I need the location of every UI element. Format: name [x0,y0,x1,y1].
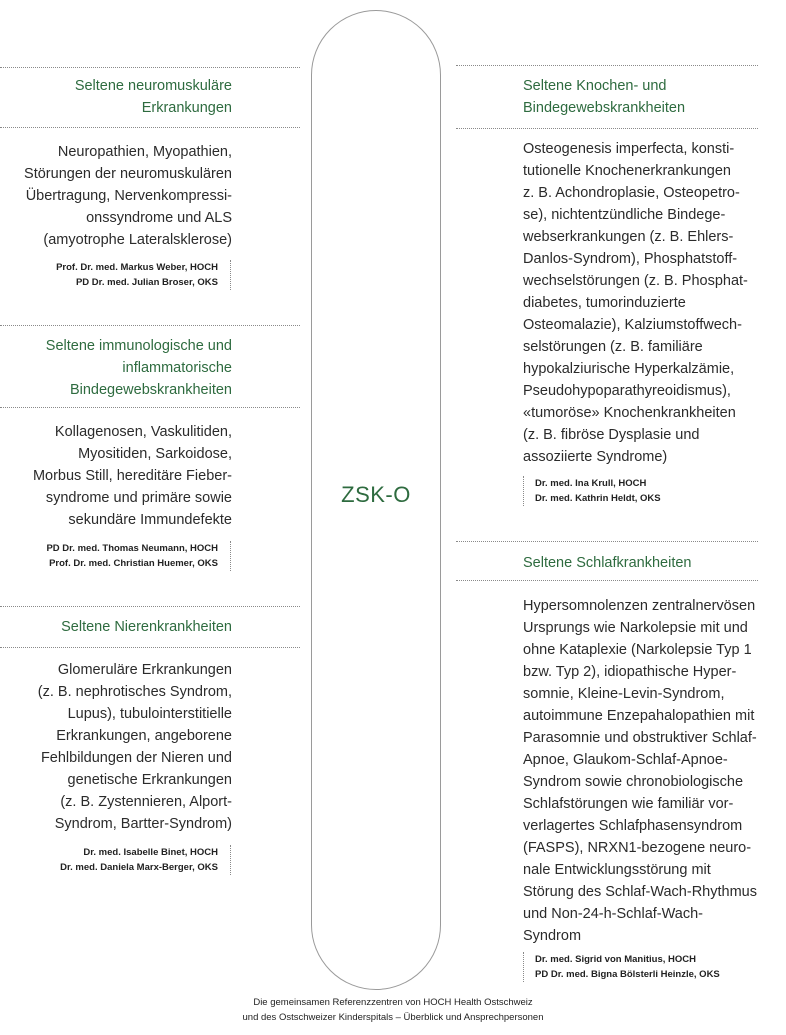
divider [456,65,758,66]
divider [456,128,758,129]
section-title-kidney: Seltene Nierenkrankheiten [61,619,232,635]
divider [0,606,300,607]
divider [0,407,300,408]
center-label: ZSK-O [341,482,411,507]
section-body-immunological: Kollagenosen, Vaskulitiden, Myositiden, Sarkoidose, Morbus Still, hereditäre Fieber- syndrome und primäre sowie sekundäre Immundefekte [32,424,232,528]
divider [0,647,300,648]
contact-divider [230,541,231,571]
divider [0,127,300,128]
section-title-sleep: Seltene Schlafkrankheiten [523,555,692,571]
contact-divider [523,476,524,506]
contacts-sleep: Dr. med. Sigrid von Manitius, HOCH PD Dr. med. Bigna Bölsterli Heinzle, OKS [535,952,785,982]
section-title-immunological: Seltene immunologische und inflammatorische Bindegewebskrankheiten [45,338,232,398]
footer-caption: Die gemeinsamen Referenzzentren von HOCH Health Ostschweiz und des Ostschweizer Kinderspitals – Überblick und Ansprechpersonen [242,997,544,1023]
contacts-neuromuscular: Prof. Dr. med. Markus Weber, HOCH PD Dr. med. Julian Broser, OKS [0,260,218,290]
contact-divider [523,952,524,982]
divider [456,580,758,581]
contacts-kidney: Dr. med. Isabelle Binet, HOCH Dr. med. Daniela Marx-Berger, OKS [0,845,218,875]
section-body-bone: Osteogenesis imperfecta, konsti- tutionelle Knochenerkrankungen z. B. Achondroplasie, Osteopetro- se), nichtentzündliche Bindege- webserkrankungen (z. B. Ehlers- Danlos-Syndrom), Phosphatstoff- wechselstörungen (z. B. Phosphat- diabetes, tumorinduzierte Osteomalazie), Kalziumstoffwech- selstörungen (z. B. familiäre hypokalziurische Hyperkalzämie, Pseudohypoparathyreoidismus), «tumoröse» Knochenkrankheiten (z. B. fibröse Dysplasie und assoziierte Syndrome) [523,141,748,465]
section-body-sleep: Hypersomnolenzen zentralnervösen Ursprungs wie Narkolepsie mit und ohne Kataplexie (Narkolepsie Typ 1 bzw. Typ 2), idiopathische Hyper- somnie, Kleine-Levin-Syndrom, autoimmune Enzepahalopathien mit Parasomnie und obstruktiver Schlaf- Apnoe, Glaukom-Schlaf-Apnoe- Syndrom sowie chronobiologische Schlafstörungen wie familiär vor- verlagertes Schlafphasensyndrom (FASPS), NRXN1-bezogene neuro- nale Entwicklungsstörung mit Störung des Schlaf-Wach-Rhythmus und Non-24-h-Schlaf-Wach- Syndrom [523,598,757,944]
divider [456,541,758,542]
divider [0,67,300,68]
section-body-neuromuscular: Neuropathien, Myopathien, Störungen der neuromuskulären Übertragung, Nervenkompressi- onssyndrome und ALS (amyotrophe Lateralsklerose) [24,144,232,248]
divider [0,325,300,326]
section-title-bone: Seltene Knochen- und Bindegewebskrankheiten [523,78,686,116]
section-title-neuromuscular: Seltene neuromuskuläre Erkrankungen [74,78,232,116]
contact-divider [230,845,231,875]
contacts-bone: Dr. med. Ina Krull, HOCH Dr. med. Kathrin Heldt, OKS [535,476,785,506]
contact-divider [230,260,231,290]
section-body-kidney: Glomeruläre Erkrankungen (z. B. nephrotisches Syndrom, Lupus), tubulointerstitielle Erkrankungen, angeborene Fehlbildungen der Nieren und genetische Erkrankungen (z. B. Zystennieren, Alport- Syndrom, Bartter-Syndrom) [37,662,232,832]
contacts-immunological: PD Dr. med. Thomas Neumann, HOCH Prof. Dr. med. Christian Huemer, OKS [0,541,218,571]
